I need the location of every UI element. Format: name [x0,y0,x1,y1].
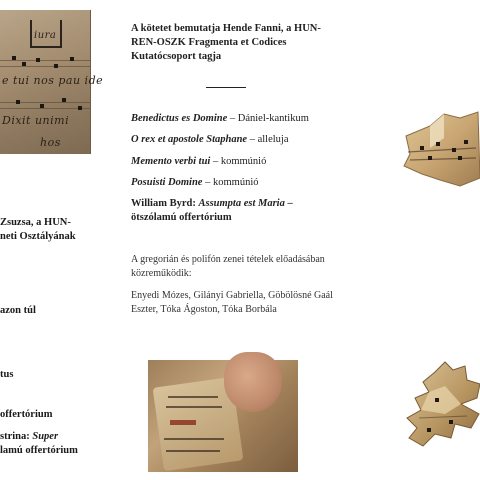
left-text-fragment: offertórium [0,409,53,420]
ink-line [168,396,218,398]
left-text-fragment: neti Osztályának [0,231,76,242]
piece-composer: William Byrd: [131,198,199,209]
codex-handling-photo [148,360,298,472]
piece-separator: – [227,113,238,124]
neume [36,58,40,62]
piece-separator: – [210,156,221,167]
thumb [224,352,282,412]
photo-text: e tui nos pau ide [2,74,104,87]
left-text-fragment: tus [0,369,14,380]
neume [12,56,16,60]
staff-line [0,66,90,67]
photo-text: iura [34,30,57,41]
ink-line [166,450,220,452]
intro-line: A kötetet bemutatja Hende Fanni, a HUN- [131,23,321,34]
manuscript-photo [0,10,104,154]
note-line: közreműködik: [131,268,192,279]
left-text-fragment: lamú offertórium [0,445,78,456]
neume [22,62,26,66]
piece-genre: alleluja [257,134,289,145]
divider [206,87,246,88]
piece-genre: kommúnió [212,177,259,188]
neume [54,64,58,68]
performers-note [131,253,361,317]
piece-item [131,155,346,169]
piece-genre: ötszólamú offertórium [131,212,232,223]
neume [70,57,74,61]
piece-separator: – [247,134,258,145]
piece-title: Posuisti Domine [131,177,203,188]
left-text-fragment: Zsuzsa, a HUN- [0,217,71,228]
piece-title: O rex et apostole Staphane [131,134,248,145]
rubric-mark [170,420,196,425]
neume [16,100,20,104]
photo-text: hos [40,136,61,149]
piece-item [131,112,346,126]
left-text-fragment: strina: Super [0,431,59,442]
piece-item-byrd [131,197,346,225]
piece-separator: – [284,198,293,209]
piece-title: Benedictus es Domine [131,113,228,124]
neume [78,106,82,110]
note-line: Eszter, Tóka Ágoston, Tóka Borbála [131,304,277,315]
piece-title: Assumpta est Maria [198,198,285,209]
intro-line: REN-OSZK Fragmenta et Codices [131,37,287,48]
parchment-fragment-top [400,108,480,190]
intro-line: Kutatócsoport tagja [131,51,222,62]
staff-line [0,60,90,61]
note-line: Enyedi Mózes, Gilányi Gabriella, Göbölösné Gaál [131,290,333,301]
neume [40,104,44,108]
staff-line [0,102,90,103]
piece-item [131,176,346,190]
neume [62,98,66,102]
piece-title: Memento verbi tui [131,156,211,167]
intro-text [131,21,341,65]
parchment-fragment-bottom [405,358,480,458]
piece-genre: kommúnió [220,156,267,167]
left-text-fragment: azon túl [0,305,36,316]
ink-line [166,406,222,408]
photo-text: Dixit unimi [2,114,70,127]
note-line: A gregorián és polifón zenei tételek előadásában [131,254,325,265]
piece-genre: Dániel-kantikum [237,113,309,124]
staff-line [0,108,90,109]
ink-line [164,438,224,440]
piece-item [131,133,346,147]
piece-separator: – [202,177,213,188]
